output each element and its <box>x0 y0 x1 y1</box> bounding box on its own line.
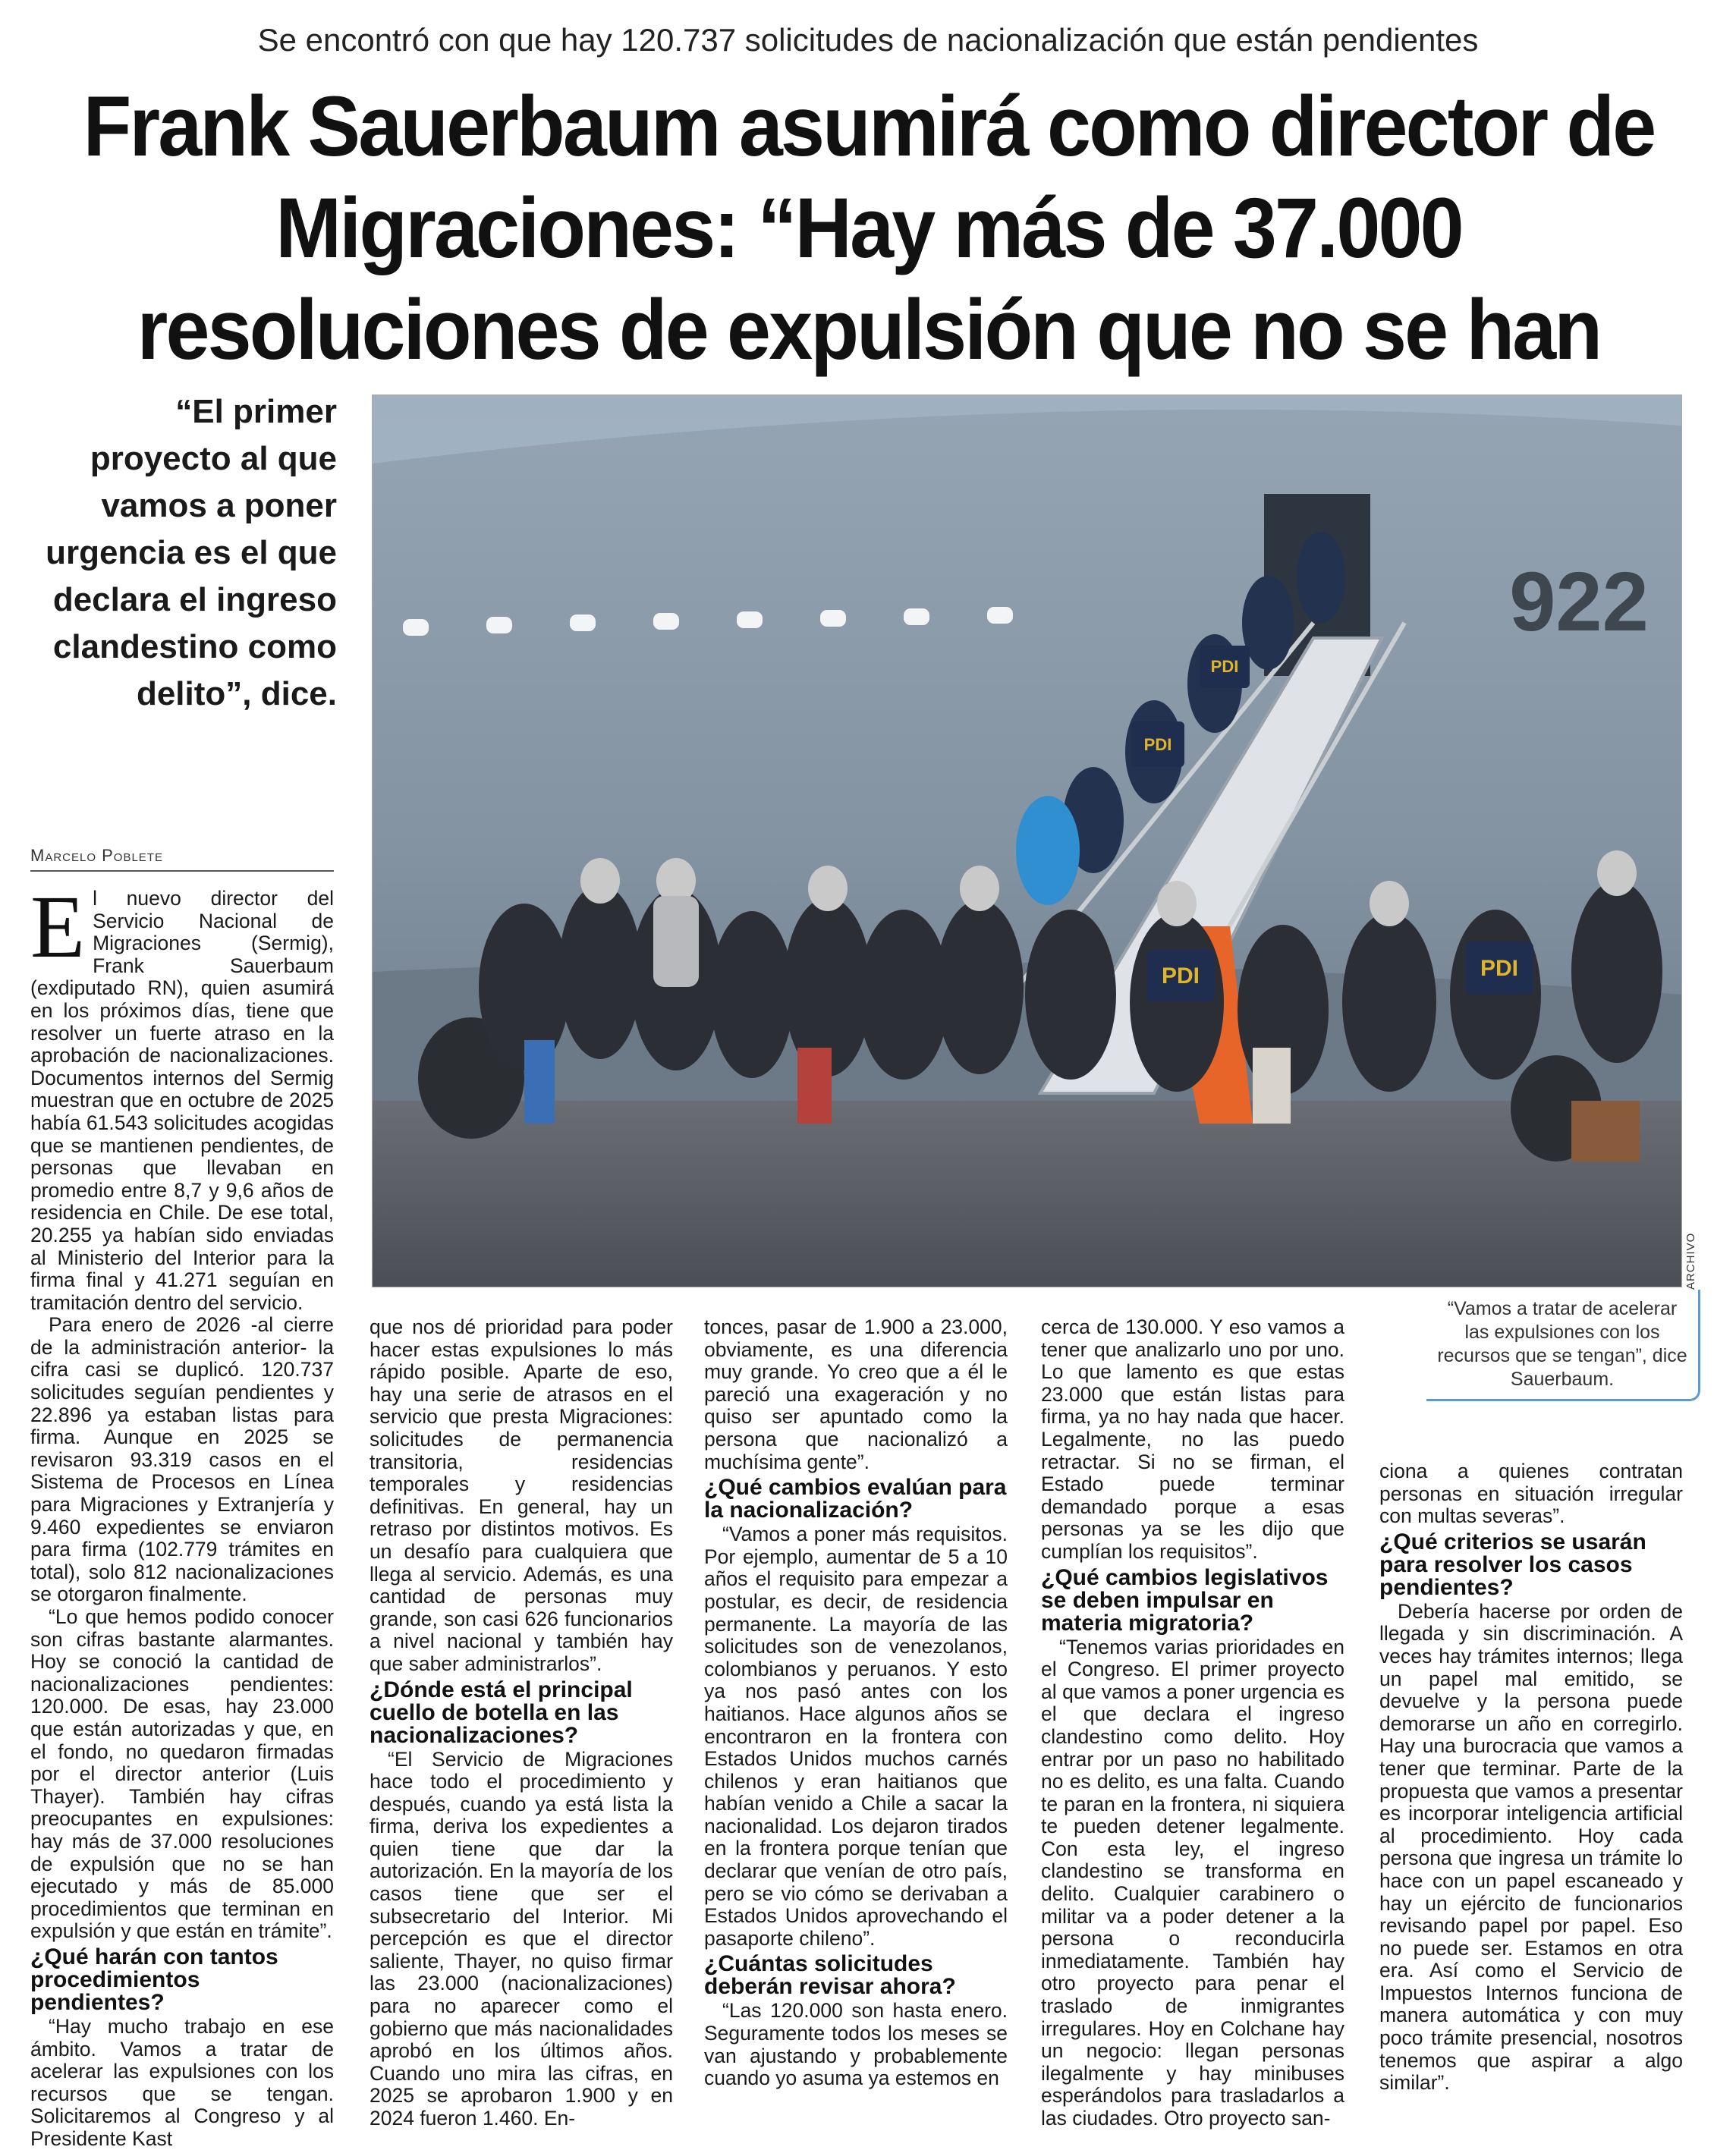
vest-label: PDI <box>1480 956 1519 981</box>
paragraph: “Las 120.000 son hasta enero. Seguramente todos los meses se van ajustando y probablemente cuando yo asuma ya estemos en <box>704 1999 1008 2090</box>
paragraph: que nos dé prioridad para poder hacer estas expulsiones lo más rápido posible. Aparte de eso, hay una serie de atrasos en el servicio que presta Migraciones: solicitudes de permanencia transitoria, residencias temporales y residencias definitivas. En general, hay un retraso por distintos motivos. Es un desafío para cualquiera que llega al servicio. Además, es una cantidad de personas muy grande, son casi 626 funcionarios a nivel nacional y también hay que saber administrarlos”. <box>370 1315 673 1675</box>
photo-credit: ARCHIVO <box>1684 1232 1697 1290</box>
photo-caption: “Vamos a tratar de acelerar las expulsiones con los recursos que se tengan”, dice Sauerbaum. <box>1426 1290 1700 1401</box>
vest-label: PDI <box>1161 963 1200 989</box>
pull-quote: “El primer proyecto al que vamos a poner urgencia es el que declara el ingreso clandestino como delito”, dice. <box>46 393 337 712</box>
question-heading: ¿Qué criterios se usarán para resolver los casos pendientes? <box>1379 1529 1646 1600</box>
article-column-1 <box>30 877 334 2150</box>
kicker: Se encontró con que hay 120.737 solicitudes de nacionalización que están pendientes <box>257 22 1479 58</box>
person-blue-jacket <box>1016 796 1080 905</box>
paragraph: tonces, pasar de 1.900 a 23.000, obviamente, es una diferencia muy grande. Yo creo que a él le pareció una exageración y no quiso ser apuntado como la persona que nacionalizó a muchísima gente”. <box>704 1315 1008 1473</box>
paragraph <box>30 877 334 1314</box>
paragraph: “Tenemos varias prioridades en el Congreso. El primer proyecto al que vamos a poner urgencia es el que declara el ingreso clandestino como delito. Hoy entrar por un paso no habilitado no es delito, es una falta. Cuando te paran en la frontera, ni siquiera te pueden detener legalmente. Con esta ley, el ingreso clandestino se transforma en delito. Cualquier carabinero o militar va a poder detener a la persona o reconducirla inmediatamente. También hay otro proyecto para penar el traslado de inmigrantes irregulares. Hoy en Colchane hay un negocio: llegan personas ilegalmente y hay minibuses esperándolos para trasladarlos a las ciudades. Otro proyecto san- <box>1041 1635 1344 2130</box>
vest-label: PDI <box>1210 657 1239 676</box>
tarmac <box>373 1101 1681 1287</box>
news-photo <box>372 394 1682 1287</box>
article-column-2 <box>370 1316 673 2130</box>
paragraph: “Vamos a poner más requisitos. Por ejemplo, aumentar de 5 a 10 años el requisito para empezar a postular, es decir, de residencia permanente. La mayoría de las solicitudes son de venezolanos, colombianos y peruanos. Y esto ya nos pasó antes con los haitianos. Hace algunos años se encontraron en la frontera con Estados Unidos muchos carnés chilenos y eran haitianos que habían venido a Chile a sacar la nacionalidad. Los dejaron tirados en la frontera porque tenían que declarar que venían de otro país, pero se vio cómo se derivaban a Estados Unidos aprovechando el pasaporte chileno”. <box>704 1523 1008 1950</box>
article-column-3 <box>704 1316 1008 2090</box>
paragraph: “El Servicio de Migraciones hace todo el procedimiento y después, cuando ya está lista la firma, deriva los expedientes a quien tiene que dar la autorización. En la mayoría de los casos tiene que ser el subsecretario del Interior. Mi percepción es que el director saliente, Thayer, no quiso firmar las 23.000 (nacionalizaciones) para no aparecer como el gobierno que más nacionalidades aprobó en los últimos años. Cuando uno mira las cifras, en 2025 se aprobaron 1.900 y en 2024 fueron 1.460. En- <box>370 1747 673 2130</box>
paragraph: cerca de 130.000. Y eso vamos a tener que analizarlo uno por uno. Lo que lamento es que estas 23.000 que están listas para firma, ya no hay nada que hacer. Legalmente, no las puedo retractar. Si no se firman, el Estado puede terminar demandado porque a esas personas ya se les dijo que cumplían los requisitos”. <box>1041 1315 1344 1563</box>
article-column-5 <box>1379 1460 1683 2095</box>
paragraph-text: l nuevo director del Servicio Nacional de Migraciones (Sermig), Frank Sauerbaum (exdiputado RN), quien asumirá en los próximos días, tiene que resolver un fuerte atraso en la aprobación de nacionalizaciones. Documentos internos del Sermig muestran que en octubre de 2025 había 61.543 solicitudes acogidas que se mantienen pendientes, de personas que llevaban en promedio entre 8,7 y 9,6 años de residencia en Chile. De ese total, 20.255 ya habían sido enviadas al Ministerio del Interior para la firma final y 41.271 seguían en tramitación dentro del servicio. <box>30 887 334 1314</box>
headline: Frank Sauerbaum asumirá como director de Migraciones: “Hay más de 37.000 resoluciones de expulsión que no se han <box>83 79 1655 377</box>
article-column-4 <box>1041 1316 1344 2130</box>
question-heading: ¿Cuántas solicitudes deberán revisar ahora? <box>704 1951 956 2000</box>
plane-number: 922 <box>1509 555 1649 649</box>
question-heading: ¿Qué cambios evalúan para la nacionalización? <box>704 1475 1007 1523</box>
vest-label: PDI <box>1143 735 1172 754</box>
byline: Marcelo Poblete <box>30 846 334 872</box>
drop-cap: E <box>30 877 86 976</box>
paragraph: Para enero de 2026 -al cierre de la administración anterior- la cifra casi se duplicó. 120.737 solicitudes seguían pendientes y 22.896 ya estaban listas para firma. Aunque en 2025 se revisaron 93.319 casos en el Sistema de Procesos en Línea para Migraciones y Extranjería y 9.460 expedientes se enviaron para firma (102.779 trámites en total), solo 812 nacionalizaciones se otorgaron finalmente. <box>30 1313 334 1606</box>
question-heading: ¿Qué cambios legislativos se deben impulsar en materia migratoria? <box>1041 1564 1329 1636</box>
question-heading: ¿Dónde está el principal cuello de botella en las nacionalizaciones? <box>370 1677 633 1748</box>
question-heading: ¿Qué harán con tantos procedimientos pendientes? <box>30 1944 278 2015</box>
paragraph: Debería hacerse por orden de llegada y sin discriminación. A veces hay trámites internos; llega un papel mal emitido, se devuelve y la persona puede demorarse un año en corregirlo. Hay una burocracia que vamos a tener que terminar. Parte de la propuesta que vamos a presentar es incorporar inteligencia artificial al procedimiento. Hoy cada persona que ingresa un trámite lo hace con un papel escaneado y hay un ejército de funcionarios revisando papel por papel. Eso no puede ser. Estamos en otra era. Así como el Servicio de Impuestos Internos funciona de manera automática y con muy poco trámite presencial, nosotros tenemos que aspirar a algo similar”. <box>1379 1599 1683 2095</box>
paragraph: “Hay mucho trabajo en ese ámbito. Vamos a tratar de acelerar las expulsiones con los recursos que se tengan. Solicitaremos al Congreso y al Presidente Kast <box>30 2014 334 2150</box>
photo-illustration <box>373 395 1681 1287</box>
paragraph: ciona a quienes contratan personas en situación irregular con multas severas”. <box>1379 1460 1683 1528</box>
paragraph: “Lo que hemos podido conocer son cifras bastante alarmantes. Hoy se conoció la cantidad de nacionalizaciones pendientes: 120.000. De esas, hay 23.000 que están autorizadas y que, en el fondo, no quedaron firmadas por el director anterior (Luis Thayer). También hay cifras preocupantes en expulsiones: hay más de 37.000 resoluciones de expulsión que no se han ejecutado y más de 85.000 procedimientos que terminan en expulsión y que están en trámite”. <box>30 1605 334 1943</box>
cardboard-box <box>1571 1101 1640 1161</box>
